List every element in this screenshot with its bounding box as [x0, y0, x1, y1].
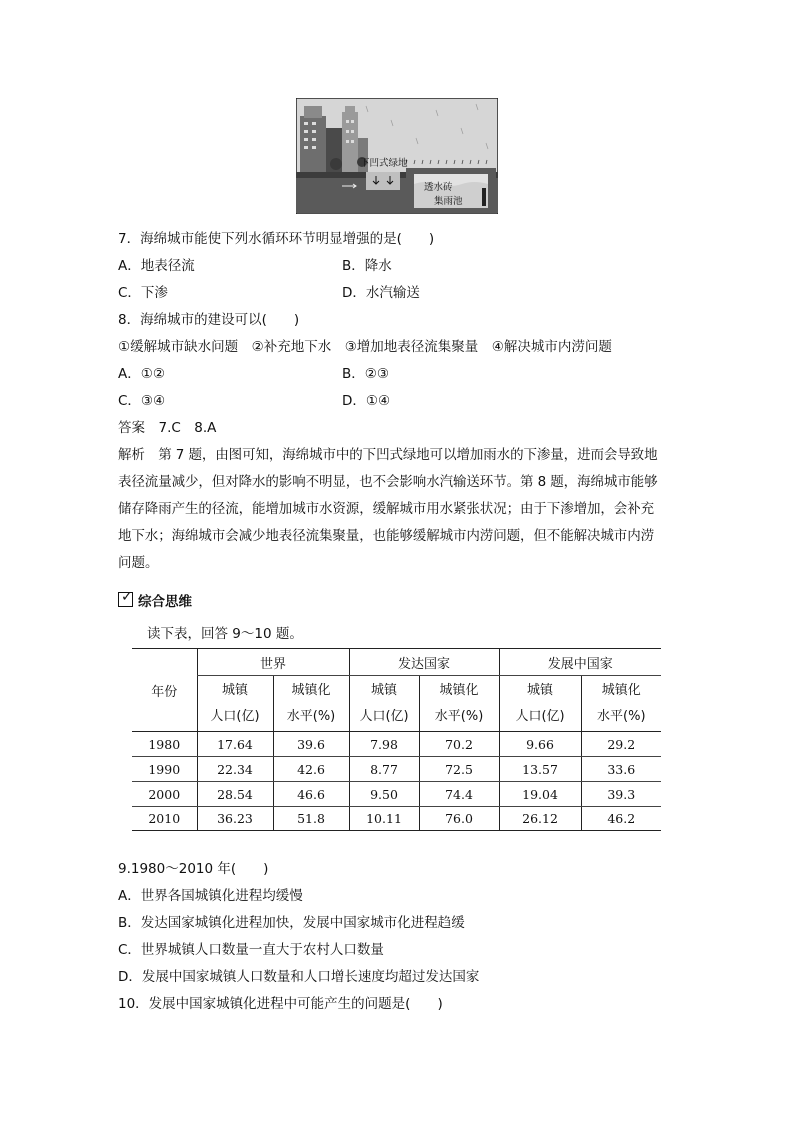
cell-value: 70.2 [419, 732, 499, 757]
cell-value: 36.23 [197, 807, 273, 831]
table-intro: 读下表，回答 9～10 题。 [147, 626, 303, 642]
cell-value: 8.77 [349, 757, 419, 782]
cell-value: 9.66 [499, 732, 581, 757]
cell-value: 39.6 [273, 732, 349, 757]
header-world: 世界 [197, 649, 349, 676]
section-title: 综合思维 [138, 594, 192, 610]
analysis-line: 问题。 [118, 555, 159, 571]
urbanization-table [132, 648, 661, 831]
subheader-urban-pop: 城镇 人口(亿) [499, 676, 581, 732]
cell-value: 17.64 [197, 732, 273, 757]
q10-stem: 10．发展中国家城镇化进程中可能产生的问题是( ) [118, 996, 443, 1012]
subheader-urban-level: 城镇化 水平(%) [581, 676, 661, 732]
cell-value: 10.11 [349, 807, 419, 831]
label-depressed-green: 下凹式绿地 [360, 158, 408, 169]
cell-value: 46.2 [581, 807, 661, 831]
header-developing: 发展中国家 [499, 649, 661, 676]
answer-line: 答案 7.C 8.A [118, 420, 217, 436]
table-row [132, 732, 661, 757]
analysis-line: 地下水；海绵城市会减少地表径流集聚量，也能够缓解城市内涝问题，但不能解决城市内涝 [118, 528, 654, 544]
cell-value: 9.50 [349, 782, 419, 807]
table-row [132, 782, 661, 807]
q8-option-c: C．③④ [118, 393, 166, 409]
cell-value: 46.6 [273, 782, 349, 807]
q9-option-a: A．世界各国城镇化进程均缓慢 [118, 888, 303, 904]
q7-option-b: B．降水 [342, 258, 392, 274]
analysis-line: 表径流量减少，但对降水的影响不明显，也不会影响水汽输送环节。第 8 题，海绵城市能够 [118, 474, 658, 490]
header-year: 年份 [132, 649, 197, 732]
q9-option-b: B．发达国家城镇化进程加快，发展中国家城市化进程趋缓 [118, 915, 465, 931]
subheader-urban-level: 城镇化 水平(%) [273, 676, 349, 732]
cell-value: 19.04 [499, 782, 581, 807]
cell-year: 1990 [132, 757, 197, 782]
q7-option-a: A．地表径流 [118, 258, 195, 274]
cell-value: 72.5 [419, 757, 499, 782]
cell-value: 29.2 [581, 732, 661, 757]
q7-stem: 7．海绵城市能使下列水循环环节明显增强的是( ) [118, 231, 435, 247]
subheader-urban-pop: 城镇 人口(亿) [349, 676, 419, 732]
cell-value: 74.4 [419, 782, 499, 807]
q8-stem: 8．海绵城市的建设可以( ) [118, 312, 300, 328]
subheader-urban-pop: 城镇 人口(亿) [197, 676, 273, 732]
checkbox-icon: ✓ [118, 592, 133, 607]
header-developed: 发达国家 [349, 649, 499, 676]
cell-value: 26.12 [499, 807, 581, 831]
cell-value: 7.98 [349, 732, 419, 757]
cell-value: 28.54 [197, 782, 273, 807]
q9-stem: 9.1980～2010 年( ) [118, 861, 269, 877]
cell-value: 39.3 [581, 782, 661, 807]
q9-option-c: C．世界城镇人口数量一直大于农村人口数量 [118, 942, 384, 958]
cell-value: 42.6 [273, 757, 349, 782]
sponge-city-diagram [296, 98, 498, 214]
cell-year: 1980 [132, 732, 197, 757]
analysis-line: 解析 第 7 题，由图可知，海绵城市中的下凹式绿地可以增加雨水的下渗量，进而会导致地 [118, 447, 658, 463]
label-rain-pool: 集雨池 [434, 196, 463, 207]
cell-value: 22.34 [197, 757, 273, 782]
label-permeable-brick: 透水砖 [424, 182, 453, 193]
q8-option-d: D．①④ [342, 393, 391, 409]
cell-value: 76.0 [419, 807, 499, 831]
analysis-line: 储存降雨产生的径流，能增加城市水资源，缓解城市用水紧张状况；由于下渗增加，会补充 [118, 501, 654, 517]
table-row [132, 757, 661, 782]
table-row [132, 807, 661, 831]
cell-year: 2000 [132, 782, 197, 807]
cell-value: 13.57 [499, 757, 581, 782]
cell-value: 33.6 [581, 757, 661, 782]
q8-option-a: A．①② [118, 366, 165, 382]
q7-option-d: D．水汽输送 [342, 285, 420, 301]
q7-option-c: C．下渗 [118, 285, 168, 301]
cell-year: 2010 [132, 807, 197, 831]
q8-statements: ①缓解城市缺水问题 ②补充地下水 ③增加地表径流集聚量 ④解决城市内涝问题 [118, 339, 612, 355]
q8-option-b: B．②③ [342, 366, 389, 382]
cell-value: 51.8 [273, 807, 349, 831]
subheader-urban-level: 城镇化 水平(%) [419, 676, 499, 732]
q9-option-d: D．发展中国家城镇人口数量和人口增长速度均超过发达国家 [118, 969, 480, 985]
